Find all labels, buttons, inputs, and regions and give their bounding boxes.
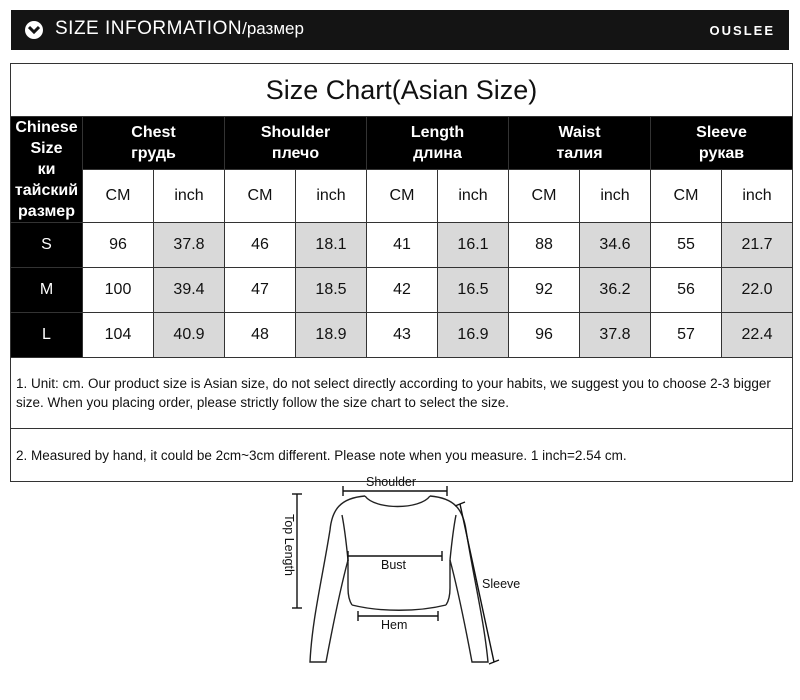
chevron-down-circle-icon: [25, 21, 43, 39]
table-cell: 55: [651, 223, 722, 268]
header-title: SIZE INFORMATION/размер: [55, 18, 304, 39]
unit-cm: CM: [225, 170, 296, 223]
table-cell: 92: [509, 268, 580, 313]
unit-cm: CM: [367, 170, 438, 223]
table-cell: 56: [651, 268, 722, 313]
table-cell: 22.0: [722, 268, 793, 313]
size-table: [10, 63, 793, 482]
table-cell: 42: [367, 268, 438, 313]
unit-inch: inch: [154, 170, 225, 223]
table-cell: 96: [509, 313, 580, 358]
table-cell: 16.5: [438, 268, 509, 313]
table-cell: 36.2: [580, 268, 651, 313]
unit-inch: inch: [296, 170, 367, 223]
unit-inch: inch: [722, 170, 793, 223]
table-cell: 43: [367, 313, 438, 358]
table-cell: 57: [651, 313, 722, 358]
table-row: [11, 268, 793, 313]
label-top-length: Top Length: [282, 514, 296, 576]
label-shoulder: Shoulder: [366, 475, 417, 489]
table-cell: 88: [509, 223, 580, 268]
table-cell: 104: [83, 313, 154, 358]
unit-cm: CM: [83, 170, 154, 223]
size-label: L: [11, 313, 83, 358]
label-sleeve: Sleeve: [482, 577, 521, 591]
column-header-chest: Chest грудь: [83, 117, 225, 170]
column-header-shoulder: Shoulder плечо: [225, 117, 367, 170]
table-cell: 40.9: [154, 313, 225, 358]
label-hem: Hem: [381, 618, 408, 632]
header-bar: [11, 10, 789, 50]
size-label: S: [11, 223, 83, 268]
table-row: [11, 223, 793, 268]
table-cell: 16.1: [438, 223, 509, 268]
measurement-diagram: [270, 470, 540, 695]
size-label: M: [11, 268, 83, 313]
table-cell: 46: [225, 223, 296, 268]
table-cell: 34.6: [580, 223, 651, 268]
table-title: Size Chart(Asian Size): [11, 64, 793, 117]
unit-inch: inch: [438, 170, 509, 223]
table-cell: 96: [83, 223, 154, 268]
size-chart: [10, 63, 792, 482]
table-row: [11, 313, 793, 358]
brand-logo: OUSLEE: [709, 23, 775, 38]
column-header-sleeve: Sleeve рукав: [651, 117, 793, 170]
note-2: 2. Measured by hand, it could be 2cm~3cm different. Please note when you measure. 1 inch=2.54 cm.: [11, 429, 793, 482]
table-cell: 18.1: [296, 223, 367, 268]
table-cell: 18.5: [296, 268, 367, 313]
table-cell: 39.4: [154, 268, 225, 313]
size-column-header: Chinese Size ки тайский размер: [11, 117, 83, 223]
table-cell: 21.7: [722, 223, 793, 268]
unit-inch: inch: [580, 170, 651, 223]
column-header-length: Length длина: [367, 117, 509, 170]
unit-cm: CM: [651, 170, 722, 223]
table-cell: 41: [367, 223, 438, 268]
label-bust: Bust: [381, 558, 407, 572]
table-cell: 100: [83, 268, 154, 313]
table-cell: 48: [225, 313, 296, 358]
table-cell: 16.9: [438, 313, 509, 358]
table-cell: 47: [225, 268, 296, 313]
column-header-waist: Waist талия: [509, 117, 651, 170]
note-1: 1. Unit: cm. Our product size is Asian size, do not select directly according to your habits, we suggest you to choose 2-3 bigger size. When you placing order, please strictly follow the size chart to select the size.: [11, 358, 793, 429]
table-cell: 37.8: [154, 223, 225, 268]
table-cell: 37.8: [580, 313, 651, 358]
table-cell: 18.9: [296, 313, 367, 358]
table-cell: 22.4: [722, 313, 793, 358]
unit-cm: CM: [509, 170, 580, 223]
